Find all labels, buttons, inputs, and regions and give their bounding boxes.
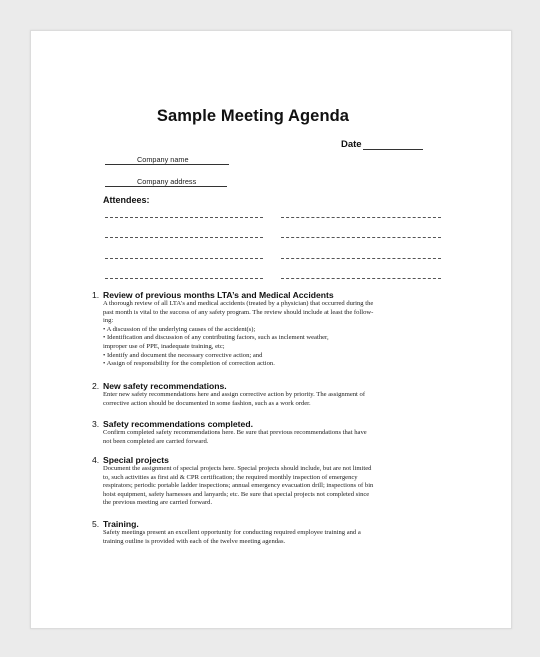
section-number: 1. <box>92 290 100 300</box>
attendees-label: Attendees: <box>103 195 150 205</box>
section-title: Training. <box>103 519 139 529</box>
section-text-line: not been completed are carried forward. <box>103 437 209 445</box>
section-text-line: past month is vital to the success of any safety program. The review should include at least the follow- <box>103 308 374 316</box>
section-body <box>103 529 482 546</box>
date-field <box>341 139 423 150</box>
agenda-section-4 <box>92 455 482 508</box>
section-text-line: respirators; periodic portable ladder inspections; annual emergency evacuation drill; inspections of bin <box>103 482 374 490</box>
section-title: Review of previous months LTA’s and Medical Accidents <box>103 290 334 300</box>
section-text-line: corrective action should be documented in some fashion, such as a work order. <box>103 399 311 407</box>
section-title: Safety recommendations completed. <box>103 419 253 429</box>
section-title: New safety recommendations. <box>103 381 227 391</box>
section-text-line: Enter new safety recommendations here and assign corrective action by priority. The assignment of <box>103 391 366 398</box>
section-number: 4. <box>92 455 100 465</box>
attendee-line <box>281 217 441 218</box>
section-text-line: A thorough review of all LTA's and medical accidents (treated by a physician) that occurred during the <box>103 300 374 307</box>
agenda-section-5 <box>92 519 482 546</box>
section-body <box>103 429 482 446</box>
section-text-line: • A discussion of the underlying causes of the accident(s); <box>103 325 256 333</box>
section-text-line: • Identify and document the necessary corrective action; and <box>103 351 263 359</box>
section-text-line: training outline is provided with each of the twelve meeting agendas. <box>103 537 286 545</box>
agenda-section-2 <box>92 381 482 408</box>
section-title: Special projects <box>103 455 169 465</box>
section-number: 5. <box>92 519 100 529</box>
section-text-line: Document the assignment of special projects here. Special projects should include, but are not limited <box>103 465 372 472</box>
section-text-line: improper use of PPE, inadequate training, etc; <box>103 342 225 350</box>
section-body <box>103 300 482 369</box>
section-text-line: hoist equipment, safety harnesses and lanyards; etc. Be sure that special projects not completed since <box>103 490 370 498</box>
section-text-line: ing: <box>103 317 114 325</box>
section-body <box>103 465 482 508</box>
agenda-section-3 <box>92 419 482 446</box>
section-number: 3. <box>92 419 100 429</box>
agenda-section-1 <box>92 290 482 369</box>
attendee-line <box>105 237 263 238</box>
date-blank-line <box>363 140 423 150</box>
attendee-line <box>281 237 441 238</box>
company-name-field <box>105 155 229 165</box>
section-text-line: • Assign of responsibility for the completion of correction action. <box>103 360 275 368</box>
company-name-label: Company name <box>137 155 189 164</box>
attendee-line <box>105 278 263 279</box>
attendee-line <box>105 217 263 218</box>
date-label: Date <box>341 139 362 150</box>
company-address-label: Company address <box>137 177 197 186</box>
attendee-line <box>281 258 441 259</box>
section-number: 2. <box>92 381 100 391</box>
attendee-line <box>105 258 263 259</box>
attendee-line <box>281 278 441 279</box>
section-body <box>103 391 482 408</box>
section-text-line: the previous meeting are carried forward. <box>103 499 213 507</box>
section-text-line: to, such activities as first aid & CPR certification; the required monthly inspection of emergency <box>103 473 358 481</box>
page-title: Sample Meeting Agenda <box>156 107 350 125</box>
section-text-line: Confirm completed safety recommendations here. Be sure that previous recommendations that have <box>103 429 367 436</box>
section-text-line: • Identification and discussion of any contributing factors, such as inclement weather, <box>103 334 329 342</box>
company-address-field <box>105 177 227 187</box>
document-page <box>30 30 512 629</box>
section-text-line: Safety meetings present an excellent opportunity for conducting required employee training and a <box>103 529 361 536</box>
